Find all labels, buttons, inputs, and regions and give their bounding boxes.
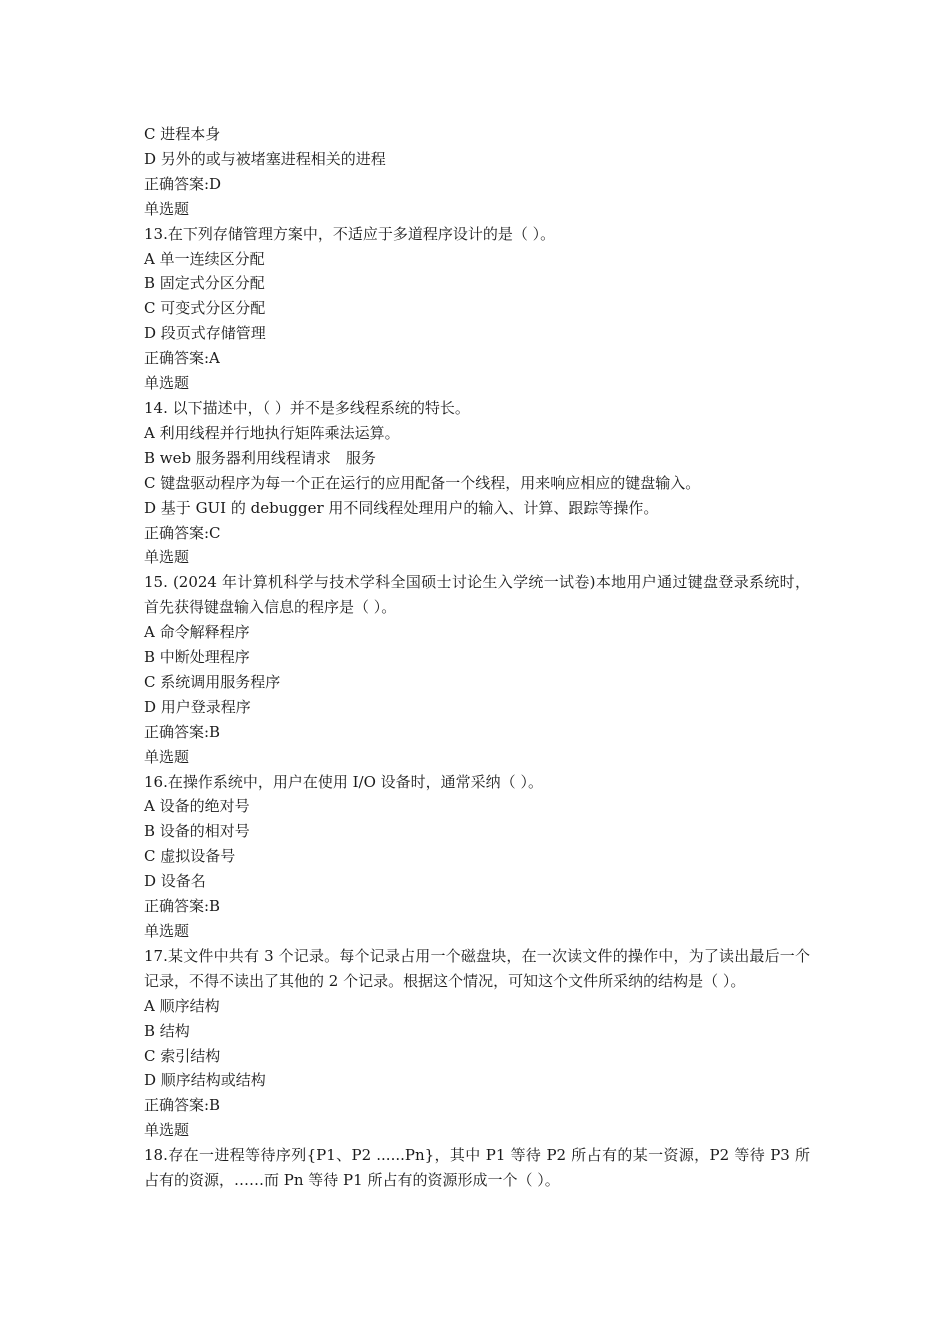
option-a-q15: A 命令解释程序 [144,623,250,642]
question-type-q14: 单选题 [144,374,190,393]
option-b-q16: B 设备的相对号 [144,822,250,841]
answer-q15: 正确答案:B [144,722,221,741]
option-a-q17: A 顺序结构 [144,996,220,1015]
question-15: 15. (2024 年计算机科学与技术学科全国硕士讨论生入学统一试卷)本地用户通过键盘登录系统时，首先获得键盘输入信息的程序是（ ）。 [144,573,810,617]
option-c-q12: C 进程本身 [144,125,221,143]
question-type-q17: 单选题 [144,922,190,940]
option-c-q15: C 系统调用服务程序 [144,672,281,691]
answer-q14: 正确答案:C [144,523,221,542]
option-a-q13: A 单一连续区分配 [144,249,265,268]
option-c-q17: C 索引结构 [144,1046,221,1065]
question-16: 16.在操作系统中，用户在使用 I/O 设备时，通常采纳（ ）。 [144,772,543,791]
question-type-q16: 单选题 [144,747,190,766]
option-d-q17: D 顺序结构或结构 [144,1071,266,1090]
option-a-q16: A 设备的绝对号 [144,797,250,816]
option-a-q14: A 利用线程并行地执行矩阵乘法运算。 [144,423,400,442]
option-d-q15: D 用户登录程序 [144,697,251,716]
question-13: 13.在下列存储管理方案中，不适应于多道程序设计的是（ ）。 [144,224,556,243]
answer-q17: 正确答案:B [144,1096,221,1115]
option-c-q16: C 虚拟设备号 [144,847,236,866]
option-c-q14: C 键盘驱动程序为每一个正在运行的应用配备一个线程，用来响应相应的键盘输入。 [144,473,701,492]
answer-q13: 正确答案:A [144,349,220,368]
option-d-q16: D 设备名 [144,872,206,891]
question-14: 14. 以下描述中，（ ）并不是多线程系统的特长。 [144,398,470,417]
option-b-q13: B 固定式分区分配 [144,274,265,293]
answer-q12: 正确答案:D [144,174,222,193]
question-17: 17.某文件中共有 3 个记录。每个记录占用一个磁盘块，在一次读文件的操作中，为了读出最后一个记录，不得不读出了其他的 2 个记录。根据这个情况，可知这个文件所采纳的结构是（ ）。 [144,946,810,990]
option-c-q13: C 可变式分区分配 [144,299,266,318]
option-d-q12: D 另外的或与被堵塞进程相关的进程 [144,149,386,168]
option-d-q14: D 基于 GUI 的 debugger 用不同线程处理用户的输入、计算、跟踪等操作。 [144,498,659,517]
option-b-q17: B 结构 [144,1021,190,1040]
question-type-q13: 单选题 [144,199,190,218]
question-type-q15: 单选题 [144,548,190,567]
answer-q16: 正确答案:B [144,897,221,916]
question-type-q18: 单选题 [144,1121,190,1140]
question-18: 18.存在一进程等待序列{P1、P2 ......Pn}，其中 P1 等待 P2 所占有的某一资源，P2 等待 P3 所占有的资源，……而 Pn 等待 P1 所占有的资源形成一个（ ）。 [144,1146,810,1190]
document-page [144,122,810,1193]
option-d-q13: D 段页式存储管理 [144,324,266,343]
option-b-q15: B 中断处理程序 [144,648,250,667]
option-b-q14: B web 服务器利用线程请求 服务 [144,448,376,467]
